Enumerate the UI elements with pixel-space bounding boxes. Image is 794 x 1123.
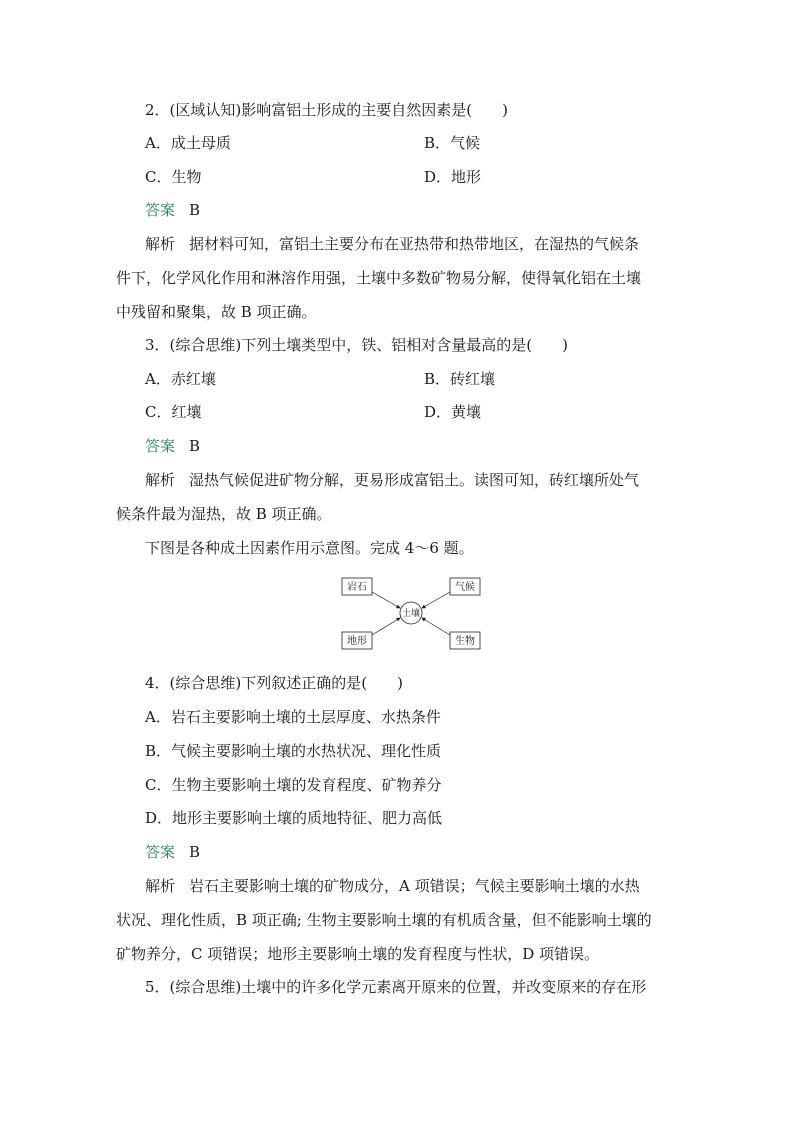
arrow-rock [372,592,400,608]
answer-label: 答案 [145,843,176,861]
q2-option-a: A．成土母质 [145,134,231,152]
explanation-label: 解析 [145,235,176,253]
q4-option-c: C．生物主要影响土壤的发育程度、矿物养分 [145,776,442,794]
label-climate: 气候 [455,582,475,593]
q2-explanation-line-2: 件下，化学风化作用和淋溶作用强，土壤中多数矿物易分解，使得氧化铝在土壤 [116,269,642,287]
q4-stem: 4．(综合思维)下列叙述正确的是( ) [145,674,403,692]
q4-option-d: D．地形主要影响土壤的质地特征、肥力高低 [145,809,443,827]
q4-explanation-line-3: 矿物养分，C 项错误；地形主要影响土壤的发育程度与性状，D 项错误。 [116,945,600,963]
label-biology: 生物 [455,636,475,647]
q2-option-d: D．地形 [424,168,482,186]
q2-option-c: C．生物 [145,168,202,186]
label-soil: 土壤 [401,609,421,619]
q2-stem: 2．(区域认知)影响富铝土形成的主要自然因素是( ) [145,101,508,119]
answer-label: 答案 [145,437,176,455]
explanation-label: 解析 [145,471,176,489]
explanation-text: 岩石主要影响土壤的矿物成分，A 项错误；气候主要影响土壤的水热 [189,877,640,895]
q2-explanation-line-1 [145,234,639,254]
q3-explanation-line-2: 候条件最为湿热，故 B 项正确。 [116,505,332,523]
explanation-label: 解析 [145,877,176,895]
q4-option-b: B．气候主要影响土壤的水热状况、理化性质 [145,742,442,760]
soil-factors-diagram [334,570,484,656]
answer-value: B [189,437,201,455]
q3-option-a: A．赤红壤 [145,370,216,388]
arrow-terrain [372,618,400,635]
diagram-intro: 下图是各种成土因素作用示意图。完成 4～6 题。 [145,539,474,557]
q5-stem: 5．(综合思维)土壤中的许多化学元素离开原来的位置，并改变原来的存在形 [145,978,647,996]
q3-option-b: B．砖红壤 [424,370,496,388]
q2-option-b: B．气候 [424,134,481,152]
answer-value: B [189,843,201,861]
q4-explanation-line-2: 状况、理化性质，B 项正确; 生物主要影响土壤的有机质含量，但不能影响土壤的 [116,911,652,929]
q3-stem: 3．(综合思维)下列土壤类型中，铁、铝相对含量最高的是( ) [145,336,568,354]
arrow-climate [422,592,450,608]
q4-explanation-line-1 [145,876,640,896]
q3-option-c: C．红壤 [145,403,202,421]
q2-answer [145,200,200,220]
explanation-text: 湿热气候促进矿物分解，更易形成富铝土。读图可知，砖红壤所处气 [189,471,640,489]
answer-label: 答案 [145,201,176,219]
label-rock: 岩石 [347,582,367,593]
q2-explanation-line-3: 中残留和聚集，故 B 项正确。 [116,303,317,321]
q3-answer [145,436,200,456]
label-terrain: 地形 [347,636,367,647]
answer-value: B [189,201,201,219]
explanation-text: 据材料可知，富铝土主要分布在亚热带和热带地区，在湿热的气候条 [189,235,640,253]
arrow-biology [422,618,450,635]
q3-explanation-line-1 [145,470,639,490]
q4-answer [145,842,200,862]
q4-option-a: A．岩石主要影响土壤的土层厚度、水热条件 [145,708,441,726]
q3-option-d: D．黄壤 [424,403,482,421]
